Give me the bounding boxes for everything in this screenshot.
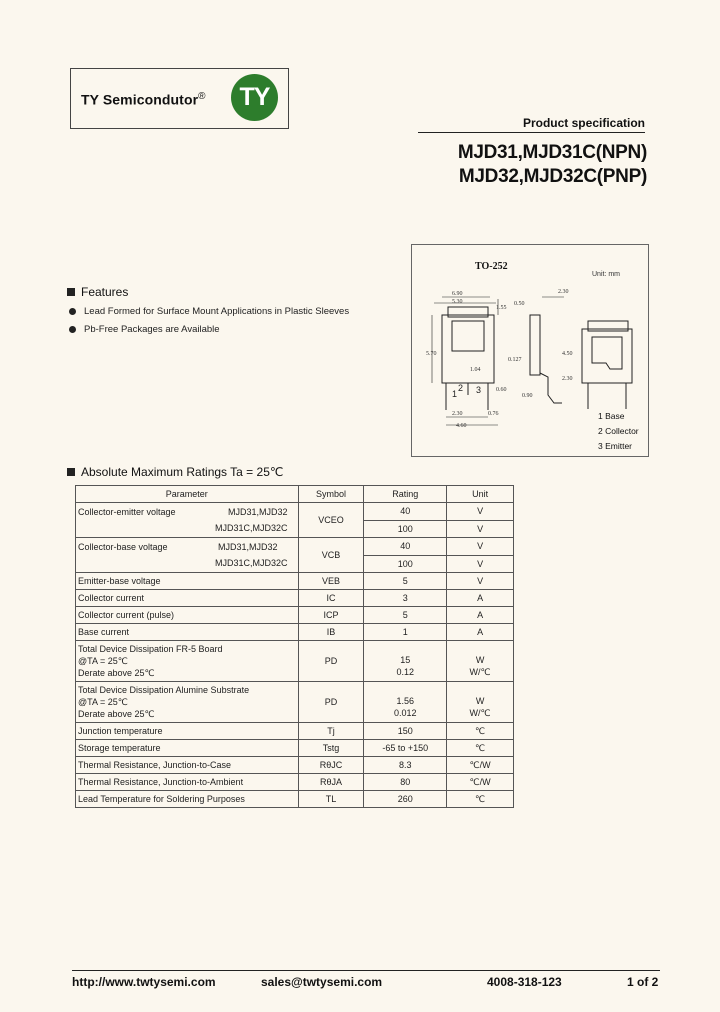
package-unit: Unit: mm [592,271,620,278]
pin-label-collector: 2 Collector [598,426,639,436]
footer-page-number: 1 of 2 [627,975,659,989]
param-cell [76,682,299,723]
dim-text-7: 1.04 [470,367,481,373]
ratings-table [75,485,514,808]
unit-cell [447,682,514,723]
param-cell: Thermal Resistance, Junction-to-Case [76,757,299,774]
table-row [76,757,514,774]
unit-cell: A [447,590,514,607]
param-cell [76,538,299,573]
pin-label-emitter: 3 Emitter [598,441,633,451]
package-title: TO-252 [475,261,508,272]
rating-cell [364,682,447,723]
dim-text-8: 0.90 [522,393,533,399]
param-text: Derate above 25℃ [78,709,155,719]
dim-text-0: 6.90 [452,291,463,297]
unit-cell: A [447,624,514,641]
rating-cell: 100 [364,555,447,573]
symbol-cell: IB [298,624,364,641]
col-header: Unit [447,486,514,503]
square-bullet-icon [67,468,75,476]
table-header-row [76,486,514,503]
table-row [76,740,514,757]
package-outline-drawing [412,245,648,456]
footer-website-link[interactable]: http://www.twtysemi.com [72,975,216,989]
unit-cell: ℃ [447,723,514,740]
unit-value: W [475,655,485,665]
dim-text-5: 5.70 [426,351,437,357]
unit-cell: V [447,520,514,538]
company-logo-box [70,68,289,129]
param-cell [76,503,299,538]
dim-text-6: 0.127 [508,357,522,363]
feature-text: Pb-Free Packages are Available [84,324,220,335]
feature-item [69,306,349,317]
symbol-cell: VCEO [298,503,364,538]
company-name-text: TY Semicondutor [81,91,199,108]
footer-divider [72,970,660,971]
dim-text-3: 2.30 [558,289,569,295]
param-cell: Emitter-base voltage [76,573,299,590]
feature-text: Lead Formed for Surface Mount Applications in Plastic Sleeves [84,306,350,317]
rating-cell: 260 [364,791,447,808]
rating-cell: 5 [364,573,447,590]
spec-label: Product specification [522,116,645,130]
param-text: Total Device Dissipation FR-5 Board [78,644,223,654]
symbol-cell: PD [298,641,364,682]
table-row [76,538,514,556]
features-heading [67,285,128,299]
ratings-title: Absolute Maximum Ratings Ta = 25℃ [81,465,284,479]
param-text: Collector-emitter voltage [78,506,176,517]
table-row [76,723,514,740]
col-header: Rating [364,486,447,503]
footer-email-link[interactable]: sales@twtysemi.com [261,975,383,989]
col-header: Parameter [76,486,299,503]
param-cell: Lead Temperature for Soldering Purposes [76,791,299,808]
symbol-cell: Tstg [298,740,364,757]
rating-cell: 40 [364,538,447,556]
table-row [76,791,514,808]
front-die-outline [452,321,484,351]
unit-cell: V [447,555,514,573]
pin-number-1: 1 [452,389,458,399]
unit-cell [447,641,514,682]
ratings-heading [67,465,283,479]
logo-mark: TY [231,74,278,121]
pin-number-3: 3 [476,385,482,395]
part-number-npn: MJD31,MJD31C(NPN) [457,142,647,163]
pin-number-2: 2 [458,383,464,393]
unit-cell: A [447,607,514,624]
rating-cell: 80 [364,774,447,791]
pin-label-base: 1 Base [598,411,625,421]
rating-value: 0.12 [396,667,415,677]
unit-cell: V [447,538,514,556]
dim-text-13: 2.30 [562,376,573,382]
company-name [81,91,206,108]
unit-cell: ℃/W [447,774,514,791]
col-header: Symbol [298,486,364,503]
unit-value: W [475,696,485,706]
bullet-dot-icon [69,326,76,333]
symbol-cell: VEB [298,573,364,590]
dim-text-4: 0.50 [514,301,525,307]
footer-phone: 4008-318-123 [487,975,562,989]
table-row [76,503,514,521]
rating-value: 0.012 [394,708,417,718]
rating-cell: 150 [364,723,447,740]
table-row [76,573,514,590]
square-bullet-icon [67,288,75,296]
param-cell: Thermal Resistance, Junction-to-Ambient [76,774,299,791]
table-row [76,624,514,641]
table-row [76,682,514,723]
package-drawing-box [411,244,649,457]
dim-text-2: 1.55 [496,305,507,311]
symbol-cell: VCB [298,538,364,573]
unit-cell: ℃ [447,791,514,808]
unit-cell: ℃ [447,740,514,757]
symbol-cell: IC [298,590,364,607]
spec-divider [418,132,645,133]
symbol-cell: Tj [298,723,364,740]
param-text: @TA = 25℃ [78,697,128,707]
symbol-cell: PD [298,682,364,723]
table-row [76,607,514,624]
param-sub: MJD31C,MJD32C [215,558,288,568]
rating-cell: 1 [364,624,447,641]
rating-cell: 40 [364,503,447,521]
param-cell [76,641,299,682]
feature-item [69,324,220,335]
rating-cell: -65 to +150 [364,740,447,757]
dim-text-11: 4.60 [456,423,467,429]
param-sub: MJD31C,MJD32C [215,523,288,533]
param-text: Total Device Dissipation Alumine Substrate [78,685,250,695]
param-sub: MJD31,MJD32 [228,506,288,517]
param-text: Derate above 25℃ [78,668,155,678]
part-number-pnp: MJD32,MJD32C(PNP) [458,166,647,187]
symbol-cell: TL [298,791,364,808]
table-row [76,774,514,791]
front-body-outline [442,315,494,383]
param-cell: Storage temperature [76,740,299,757]
dim-text-9: 0.60 [496,387,507,393]
table-row [76,590,514,607]
unit-cell: V [447,573,514,590]
table-row [76,641,514,682]
unit-cell: V [447,503,514,521]
bullet-dot-icon [69,308,76,315]
symbol-cell: RθJC [298,757,364,774]
unit-cell: ℃/W [447,757,514,774]
side-body-outline [530,315,540,375]
param-cell: Junction temperature [76,723,299,740]
rating-value: 15 [400,655,411,665]
rating-cell: 8.3 [364,757,447,774]
rating-value: 1.56 [396,696,415,706]
features-title: Features [81,285,129,299]
unit-value: W/℃ [469,708,491,718]
symbol-cell: ICP [298,607,364,624]
rating-cell [364,641,447,682]
rating-cell: 5 [364,607,447,624]
param-cell: Collector current (pulse) [76,607,299,624]
rating-cell: 3 [364,590,447,607]
param-cell: Collector current [76,590,299,607]
param-text: @TA = 25℃ [78,656,128,666]
param-cell: Base current [76,624,299,641]
dim-text-14: 4.50 [562,351,573,357]
param-text: Collector-base voltage [78,541,168,552]
dim-text-12: 0.76 [488,411,499,417]
param-sub: MJD31,MJD32 [218,541,278,552]
dim-text-10: 2.30 [452,411,463,417]
unit-value: W/℃ [469,667,491,677]
dim-text-1: 5.30 [452,299,463,305]
symbol-cell: RθJA [298,774,364,791]
rating-cell: 100 [364,520,447,538]
registered-mark: ® [198,91,206,102]
